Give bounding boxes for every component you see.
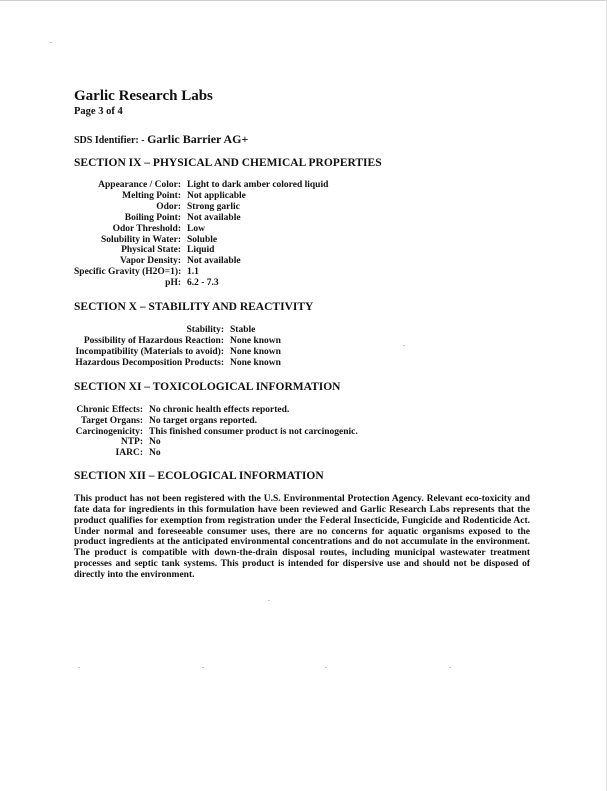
property-label: Specific Gravity (H2O=1): — [74, 267, 182, 278]
property-label: pH: — [165, 278, 181, 289]
property-value: Light to dark amber colored liquid — [187, 180, 329, 190]
stability-value: None known — [230, 335, 281, 346]
property-row — [74, 256, 534, 267]
sds-identifier-label: SDS Identifier: — [74, 135, 139, 146]
stability-label: Stability: — [186, 325, 224, 336]
stability-label: Incompatibility (Materials to avoid): — [75, 346, 224, 357]
toxicology-row — [74, 437, 534, 448]
stability-label: Hazardous Decomposition Products: — [75, 357, 224, 368]
property-label: Melting Point: — [122, 190, 181, 201]
property-value: Not applicable — [187, 190, 246, 201]
toxicology-label: NTP: — [120, 437, 143, 448]
property-value: Strong garlic — [187, 201, 240, 212]
toxicology-row — [74, 427, 534, 438]
section-ix-heading: SECTION IX – PHYSICAL AND CHEMICAL PROPERTIES — [74, 157, 382, 169]
sds-identifier — [74, 132, 534, 148]
ecological-paragraph: This product has not been registered with the U.S. Environmental Protection Agency. Relevant eco-toxicity and fate data for ingredients in this formulation have been reviewed and Garlic Research Labs represents that the product qualifies for exemption from registration under the Federal Insecticide, Fungicide and Rodenticide Act. Under normal and foreseeable consumer uses, there are no concerns for aquatic organisms exposed to the product ingredients at the anticipated environmental concentrations and do not accumulate in the environment. The product is compatible with down-the-drain disposal routes, including municipal wastewater treatment processes and septic tank systems. This product is intended for dispersive use and should not be disposed of directly into the environment. — [74, 494, 530, 580]
stability-row — [74, 325, 534, 336]
scan-speck — [50, 42, 52, 43]
property-label: Boiling Point: — [124, 212, 181, 223]
sds-identifier-separator: - — [141, 135, 145, 146]
stability-label: Possibility of Hazardous Reaction: — [83, 335, 224, 346]
stability-value: None known — [230, 357, 281, 368]
physical-properties-list — [74, 180, 534, 289]
property-value: 1.1 — [187, 267, 199, 278]
property-value: Not available — [187, 256, 241, 267]
toxicology-label: Carcinogenicity: — [75, 426, 143, 437]
scan-speck — [449, 667, 451, 668]
toxicology-value: No — [149, 448, 161, 459]
toxicology-label: Chronic Effects: — [76, 404, 143, 415]
property-value: Soluble — [187, 234, 218, 245]
section-x-heading: SECTION X – STABILITY AND REACTIVITY — [74, 301, 314, 314]
toxicology-value: No target organs reported. — [149, 415, 257, 426]
page-number: Page 3 of 4 — [74, 106, 123, 117]
toxicology-value: No chronic health effects reported. — [149, 404, 290, 415]
property-row — [74, 191, 534, 202]
toxicology-label: Target Organs: — [80, 415, 143, 426]
scan-speck — [268, 600, 270, 601]
stability-row — [74, 347, 534, 358]
toxicology-label: IARC: — [115, 448, 143, 459]
toxicology-value: No — [149, 437, 161, 448]
stability-list — [74, 325, 534, 369]
section-xii-heading: SECTION XII – ECOLOGICAL INFORMATION — [74, 470, 324, 483]
toxicology-row — [74, 448, 534, 459]
toxicology-list — [74, 405, 534, 460]
page-top-edge — [0, 0, 607, 1]
product-name: Garlic Barrier AG+ — [147, 132, 249, 146]
property-value: Liquid — [187, 245, 215, 256]
property-row — [74, 202, 534, 213]
document-page — [74, 88, 534, 581]
stability-row — [74, 358, 534, 369]
company-name: Garlic Research Labs — [74, 88, 213, 104]
property-value: Not available — [187, 212, 241, 223]
scan-speck — [202, 667, 204, 668]
property-row — [74, 245, 534, 256]
property-row — [74, 224, 534, 235]
toxicology-value: This finished consumer product is not carcinogenic. — [149, 426, 358, 437]
property-row — [74, 180, 534, 191]
section-xi-heading: SECTION XI – TOXICOLOGICAL INFORMATION — [74, 380, 341, 393]
property-value: 6.2 - 7.3 — [187, 278, 219, 289]
property-label: Appearance / Color: — [98, 180, 181, 190]
property-row — [74, 267, 534, 278]
property-row — [74, 278, 534, 289]
scan-speck — [78, 667, 80, 668]
toxicology-row — [74, 416, 534, 427]
property-label: Solubility in Water: — [100, 234, 181, 245]
stability-value: Stable — [230, 325, 256, 336]
scan-speck — [325, 667, 327, 668]
property-label: Physical State: — [121, 245, 181, 256]
stability-row — [74, 336, 534, 347]
property-label: Odor Threshold: — [112, 223, 181, 234]
toxicology-row — [74, 405, 534, 416]
property-value: Low — [187, 223, 205, 234]
stability-value: None known — [230, 346, 281, 357]
property-row — [74, 213, 534, 224]
property-label: Odor: — [156, 201, 181, 212]
property-label: Vapor Density: — [120, 256, 181, 267]
property-row — [74, 235, 534, 246]
